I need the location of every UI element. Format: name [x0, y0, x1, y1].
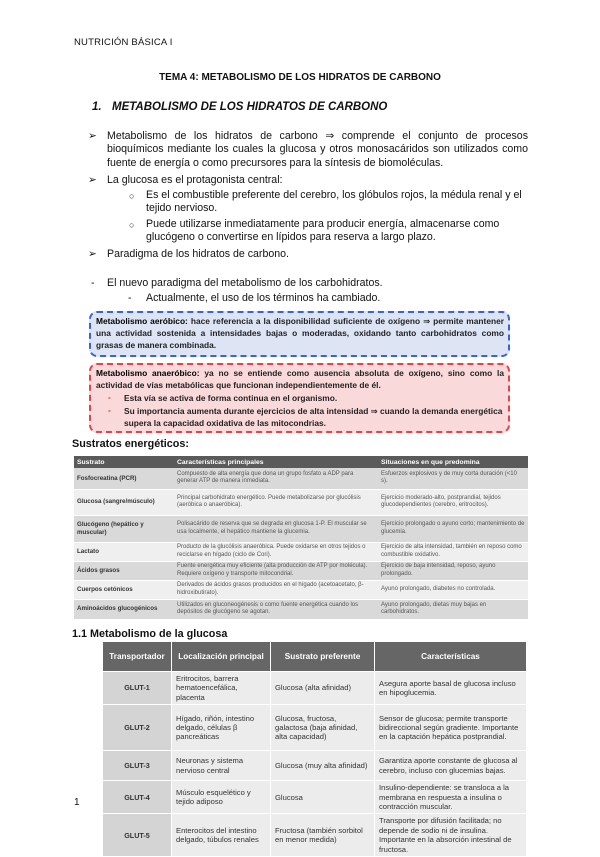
- table-cell: Glucosa (alta afinidad): [271, 672, 375, 705]
- arrow-bullet-icon: ➢: [88, 130, 97, 142]
- table-cell: Glucógeno (hepático y muscular): [74, 515, 174, 542]
- anaerobic-term: Metabolismo anaeróbico:: [96, 368, 200, 378]
- table-cell: Ejercicio prolongado o ayuno corto; mantenimiento de glucemia.: [378, 515, 528, 542]
- table-cell: Neuronas y sistema nervioso central: [172, 751, 271, 781]
- table-cell: Fuente energética muy eficiente (alta producción de ATP por molécula). Requiere oxígeno y transporte mitocondrial.: [174, 561, 378, 580]
- anaerobic-text: [96, 367, 504, 391]
- table-row: [74, 599, 528, 619]
- table-cell: Ejercicio de alta intensidad, también en reposo como combustible oxidativo.: [378, 542, 528, 561]
- section-title: METABOLISMO DE LOS HIDRATOS DE CARBONO: [112, 101, 388, 113]
- table-row: [74, 468, 528, 489]
- bullet-paradigma: Paradigma de los hidratos de carbono.: [107, 248, 289, 260]
- table-row: [103, 705, 527, 751]
- table-header-cell: Transportador: [103, 642, 172, 672]
- table-header-cell: Sustrato: [74, 456, 174, 468]
- red-dash-bullet: -: [108, 405, 111, 415]
- arrow-bullet-icon: ➢: [88, 248, 97, 260]
- table-header-cell: Características principales: [174, 456, 378, 468]
- table-cell: Asegura aporte basal de glucosa incluso en hipoglucemia.: [375, 672, 527, 705]
- table-cell: Ejercicio moderado-alto, postprandial, tejidos glucodependientes (cerebro, eritrocitos).: [378, 489, 528, 515]
- bullet-glucosa-sub2: Puede utilizarse inmediatamente para producir energía, almacenarse como glucógeno o convertirse en lípidos para reserva a largo plazo.: [146, 218, 500, 244]
- table-cell: Hígado, riñón, intestino delgado, células β pancreáticas: [172, 705, 271, 751]
- table-row: [103, 751, 527, 781]
- table-row: [74, 489, 528, 515]
- table-cell: Fosfocreatina (PCR): [74, 468, 174, 489]
- table-row: [103, 672, 527, 705]
- bullet-glucosa-sub1: Es el combustible preferente del cerebro, los glóbulos rojos, la médula renal y el tejido nervioso.: [146, 189, 522, 215]
- aerobic-text: [96, 315, 504, 351]
- table-header-row: [74, 456, 528, 468]
- red-dash-bullet: -: [108, 392, 111, 402]
- table-cell: Músculo esquelético y tejido adiposo: [172, 781, 271, 814]
- anaerobic-sub2: Su importancia aumenta durante ejercicios de alta intensidad ⇒ cuando la demanda energética supera la capacidad oxidativa de las mitocondrias.: [124, 406, 503, 428]
- table-header-row: [103, 642, 527, 672]
- table-cell: Cuerpos cetónicos: [74, 580, 174, 599]
- table-cell: Esfuerzos explosivos y de muy corta duración (<10 s).: [378, 468, 528, 489]
- table-cell: GLUT-1: [103, 672, 172, 705]
- glut-table: [102, 641, 527, 857]
- page-number: 1: [74, 797, 80, 808]
- table-cell: Insulino-dependiente: se transloca a la membrana en respuesta a insulina o contracción muscular.: [375, 781, 527, 814]
- table-cell: Polisacárido de reserva que se degrada en glucosa 1-P. El muscular se usa localmente, el hepático mantiene la glucemia.: [174, 515, 378, 542]
- table-header-cell: Sustrato preferente: [271, 642, 375, 672]
- table-cell: Enterocitos del intestino delgado, túbulos renales: [172, 814, 271, 857]
- anaerobic-sub1: Esta vía se activa de forma continua en el organismo.: [124, 393, 338, 403]
- table-cell: Lactato: [74, 542, 174, 561]
- table-cell: Transporte por difusión facilitada; no depende de sodio ni de insulina. Importante en la absorción intestinal de fructosa.: [375, 814, 527, 857]
- table-cell: GLUT-2: [103, 705, 172, 751]
- table-cell: GLUT-3: [103, 751, 172, 781]
- sustratos-heading: Sustratos energéticos:: [72, 438, 189, 450]
- table-row: [74, 561, 528, 580]
- anaerobic-description: ya no se entiende como ausencia absoluta de oxígeno, sino como la actividad de vías metabólicas que funcionan independientemente de él.: [96, 368, 505, 390]
- document-header: NUTRICIÓN BÁSICA I: [74, 37, 173, 48]
- dash-item-paradigma: El nuevo paradigma del metabolismo de los carbohidratos.: [107, 277, 383, 289]
- aerobic-term: Metabolismo aeróbico:: [96, 316, 188, 326]
- table-cell: Ayuno prolongado, dietas muy bajas en carbohidratos.: [378, 599, 528, 619]
- table-header-cell: Localización principal: [172, 642, 271, 672]
- table-cell: Derivados de ácidos grasos producidos en el hígado (acetoacetato, β-hidroxibutirato).: [174, 580, 378, 599]
- table-cell: Utilizados en gluconeogénesis o como fuente energética cuando los depósitos de glucógeno se agotan.: [174, 599, 378, 619]
- table-cell: Garantiza aporte constante de glucosa al cerebro, incluso con glucemias bajas.: [375, 751, 527, 781]
- table-row: [74, 542, 528, 561]
- table-cell: GLUT-4: [103, 781, 172, 814]
- circle-bullet-icon: ○: [129, 220, 135, 230]
- section-heading: [92, 101, 387, 113]
- sustratos-table: [74, 456, 528, 620]
- table-cell: Glucosa (sangre/músculo): [74, 489, 174, 515]
- table-cell: Producto de la glucólisis anaeróbica. Puede oxidarse en otros tejidos o reciclarse en hígado (ciclo de Cori).: [174, 542, 378, 561]
- table-cell: Eritrocitos, barrera hematoencefálica, placenta: [172, 672, 271, 705]
- table-header-cell: Situaciones en que predomina: [378, 456, 528, 468]
- section-number: 1.: [92, 101, 102, 113]
- table-row: [103, 814, 527, 857]
- bullet-metabolismo: Metabolismo de los hidratos de carbono ⇒ comprende el conjunto de procesos bioquímicos mediante los cuales la glucosa y otros monosacáridos son utilizados como fuente de energía o como precursores para la síntesis de biomoléculas.: [107, 130, 528, 169]
- table-cell: Glucosa: [271, 781, 375, 814]
- table-cell: Glucosa, fructosa, galactosa (baja afinidad, alta capacidad): [271, 705, 375, 751]
- dash-item-terminos: Actualmente, el uso de los términos ha cambiado.: [146, 292, 381, 304]
- table-cell: Principal carbohidrato energético. Puede metabolizarse por glucólisis (aeróbica o anaeróbica).: [174, 489, 378, 515]
- table-cell: Fructosa (también sorbitol en menor medida): [271, 814, 375, 857]
- circle-bullet-icon: ○: [129, 191, 135, 201]
- table-cell: Ejercicio de baja intensidad, reposo, ayuno prolongado.: [378, 561, 528, 580]
- bullet-glucosa: La glucosa es el protagonista central:: [107, 174, 283, 186]
- table-cell: Sensor de glucosa; permite transporte bidireccional según gradiente. Importante en la captación hepática postprandial.: [375, 705, 527, 751]
- dash-bullet: -: [128, 292, 132, 304]
- page-title: TEMA 4: METABOLISMO DE LOS HIDRATOS DE CARBONO: [159, 72, 441, 83]
- table-cell: Compuesto de alta energía que dona un grupo fosfato a ADP para generar ATP de manera inmediata.: [174, 468, 378, 489]
- arrow-bullet-icon: ➢: [88, 174, 97, 186]
- dash-bullet: -: [91, 277, 95, 289]
- table-cell: Ayuno prolongado, diabetes no controlada.: [378, 580, 528, 599]
- table-row: [103, 781, 527, 814]
- table-cell: GLUT-5: [103, 814, 172, 857]
- aerobic-description: hace referencia a la disponibilidad suficiente de oxígeno ⇒ permite mantener una actividad sostenida a intensidades bajas o moderadas, oxidando tanto carbohidratos como grasas de manera combinada.: [96, 316, 505, 350]
- subsection-heading: 1.1 Metabolismo de la glucosa: [72, 628, 228, 640]
- table-cell: Ácidos grasos: [74, 561, 174, 580]
- table-header-cell: Características: [375, 642, 527, 672]
- table-cell: Aminoácidos glucogénicos: [74, 599, 174, 619]
- table-cell: Glucosa (muy alta afinidad): [271, 751, 375, 781]
- table-row: [74, 580, 528, 599]
- table-row: [74, 515, 528, 542]
